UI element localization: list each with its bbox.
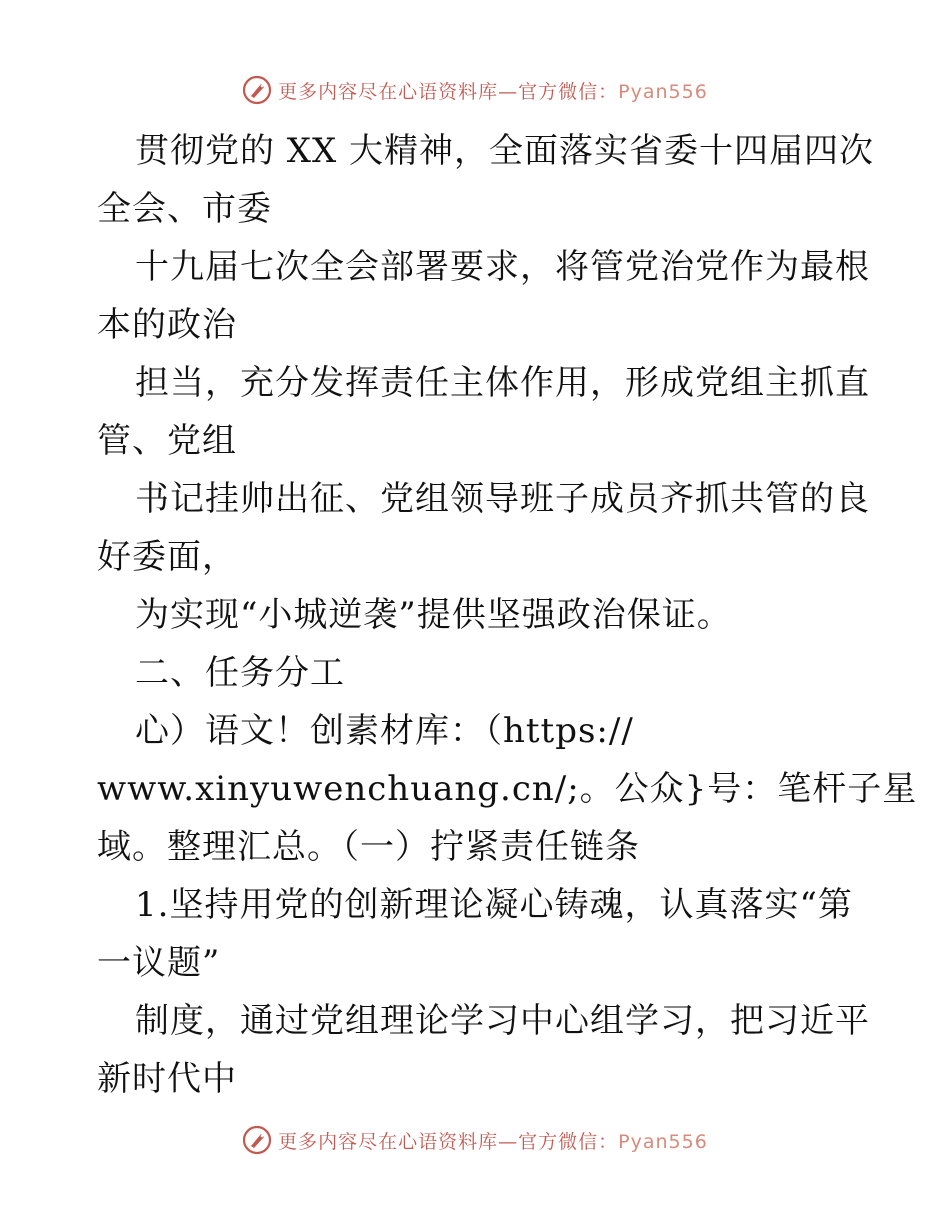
text-line: 全会、市委 bbox=[97, 189, 272, 229]
text-line: 1.坚持用党的创新理论凝心铸魂，认真落实“第 bbox=[135, 885, 853, 925]
text-line: 一议题” bbox=[97, 943, 221, 983]
watermark-handle: Pyan556 bbox=[618, 80, 708, 103]
pen-nib-circle-icon bbox=[242, 75, 272, 105]
footer-watermark bbox=[0, 1120, 950, 1160]
text-line: 好委面， bbox=[97, 537, 237, 577]
text-line: 二、任务分工 bbox=[135, 653, 345, 693]
pen-nib-circle-icon bbox=[242, 1125, 272, 1155]
text-line: 为实现“小城逆袭”提供坚强政治保证。 bbox=[135, 595, 732, 635]
text-line: www.xinyuwenchuang.cn/;。公众}号：笔杆子星 bbox=[97, 769, 918, 809]
text-line: 本的政治 bbox=[97, 305, 237, 345]
text-line: 担当，充分发挥责任主体作用，形成党组主抓直 bbox=[135, 363, 870, 403]
text-line: 书记挂帅出征、党组领导班子成员齐抓共管的良 bbox=[135, 479, 870, 519]
header-watermark bbox=[0, 70, 950, 110]
watermark-handle: Pyan556 bbox=[618, 1130, 708, 1153]
text-line: 心）语文！创素材库：（https:// bbox=[135, 711, 634, 751]
text-line: 管、党组 bbox=[97, 421, 237, 461]
watermark-text: 更多内容尽在心语资料库—官方微信：Pyan556 bbox=[278, 1130, 708, 1153]
text-line: 域。整理汇总。（一）拧紧责任链条 bbox=[97, 827, 640, 867]
text-line: 新时代中 bbox=[97, 1059, 237, 1099]
document-body bbox=[97, 122, 918, 1108]
text-line: 十九届七次全会部署要求，将管党治党作为最根 bbox=[135, 247, 870, 287]
text-line: 贯彻党的 XX 大精神，全面落实省委十四届四次 bbox=[135, 131, 875, 171]
watermark-text: 更多内容尽在心语资料库—官方微信：Pyan556 bbox=[278, 80, 708, 103]
text-line: 制度，通过党组理论学习中心组学习，把习近平 bbox=[135, 1001, 870, 1041]
